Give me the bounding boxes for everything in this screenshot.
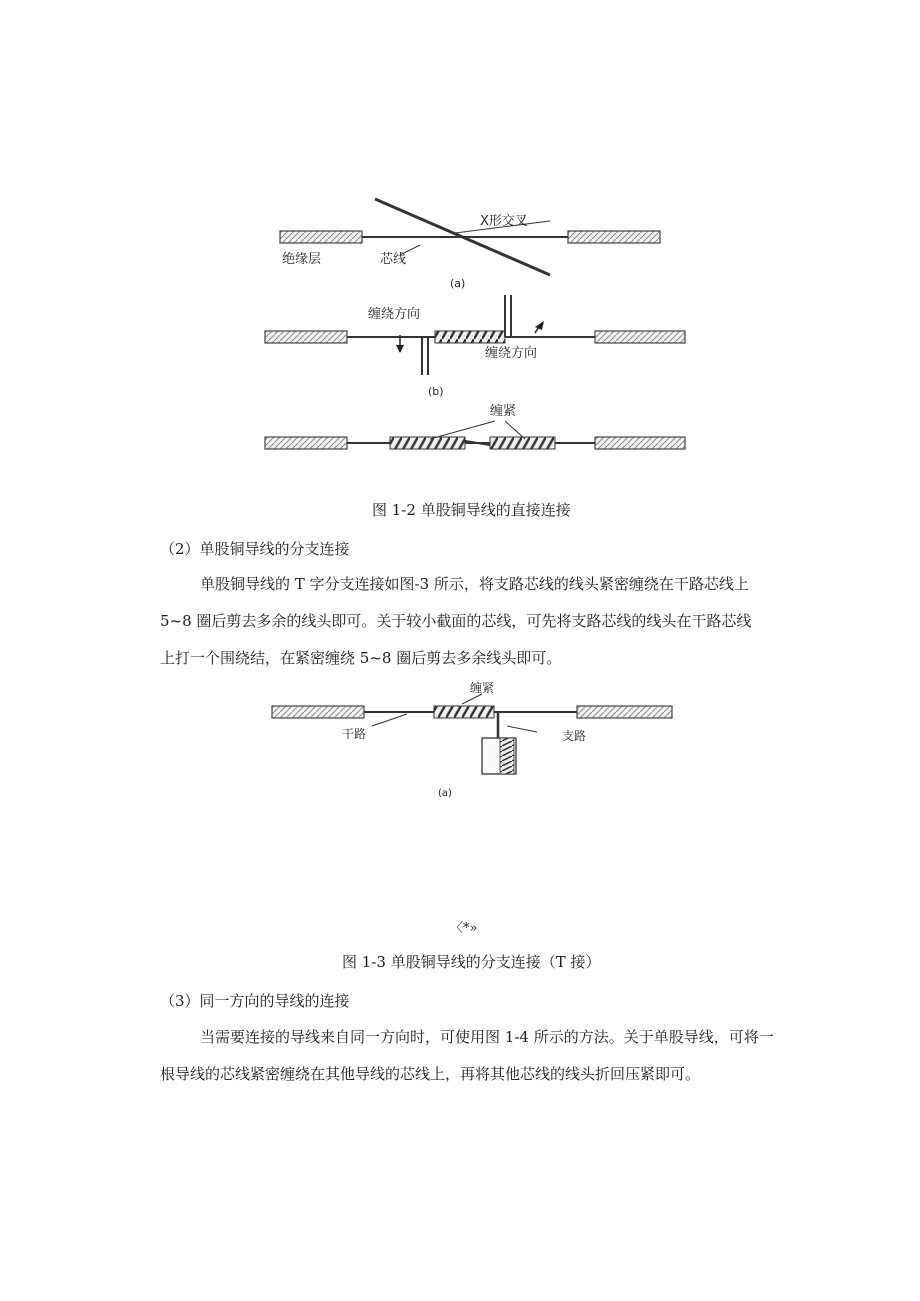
- wire-insulation-right-c: [595, 437, 685, 449]
- label-tighten-fig13: 缠紧: [470, 681, 495, 695]
- section-3-line-1: 当需要连接的导线来自同一方向时，可使用图 1-4 所示的方法。关于单股导线，可将一: [200, 1028, 774, 1046]
- wire-insulation-left-a: [280, 231, 362, 243]
- section-3-heading: （3）同一方向的导线的连接: [160, 992, 350, 1010]
- label-a-fig13: (a): [438, 788, 452, 799]
- wire-insulation-left-c: [265, 437, 347, 449]
- label-core: 芯线: [380, 252, 407, 267]
- wire-insulation-right-b: [595, 331, 685, 343]
- section-3-line-2: 根导线的芯线紧密缠绕在其他导线的芯线上，再将其他芯线的线头折回压紧即可。: [160, 1065, 701, 1083]
- figure-1-2-diagram: [250, 185, 700, 475]
- label-a-fig12: (a): [450, 277, 466, 290]
- figure-1-3-diagram: [262, 676, 682, 806]
- figure-1-3-caption: 图 1-3 单股铜导线的分支连接（T 接）: [342, 953, 601, 971]
- label-insulation: 绝缘层: [282, 252, 322, 267]
- label-x-cross: X形交叉: [480, 214, 528, 229]
- section-2-line-2: 5~8 圈后剪去多余的线头即可。关于较小截面的芯线，可先将支路芯线的线头在干路芯线: [160, 612, 752, 630]
- trunk-insulation-right: [577, 706, 672, 718]
- label-branch: 支路: [562, 729, 587, 743]
- wire-insulation-left-b: [265, 331, 347, 343]
- label-tighten-fig12: 缠紧: [490, 404, 517, 419]
- label-wind-dir-2: 缠绕方向: [485, 346, 538, 361]
- section-2-heading: （2）单股铜导线的分支连接: [160, 540, 350, 558]
- label-trunk: 干路: [342, 727, 367, 741]
- figure-1-2-caption: 图 1-2 单股铜导线的直接连接: [372, 501, 571, 519]
- wire-insulation-right-a: [568, 231, 660, 243]
- stray-mark: 〈*»: [450, 921, 478, 936]
- label-b-fig12: (b): [428, 385, 444, 398]
- section-2-line-3: 上打一个围绕结，在紧密缠绕 5~8 圈后剪去多余线头即可。: [160, 649, 562, 667]
- trunk-insulation-left: [272, 706, 364, 718]
- section-2-line-1: 单股铜导线的 T 字分支连接如图-3 所示，将支路芯线的线头紧密缠绕在干路芯线上: [200, 575, 749, 593]
- label-wind-dir-1: 缠绕方向: [368, 307, 421, 322]
- wrap-coil: [434, 706, 494, 718]
